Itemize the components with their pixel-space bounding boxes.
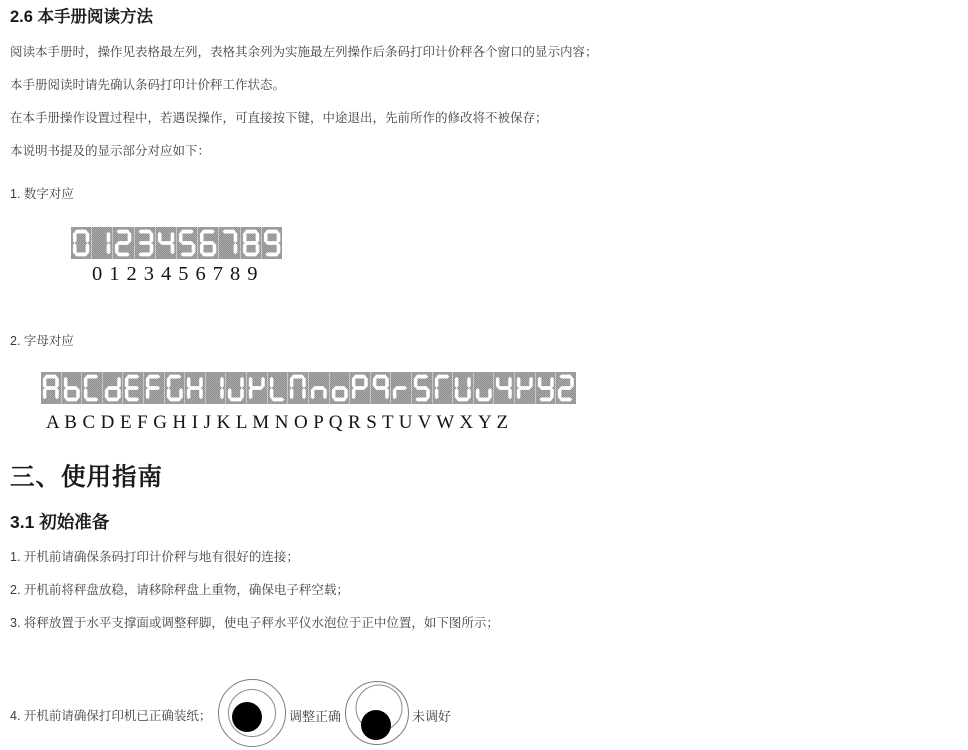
section-2-6-title: 2.6 本手册阅读方法 [10,8,154,26]
segment-char-U [453,372,474,404]
segment-char-M [288,372,309,404]
seven-segment-digits-display [71,227,282,259]
section-3-1-title: 3.1 初始准备 [10,512,110,532]
segment-char-O [330,372,351,404]
step-item: 3. 将秤放置于水平支撑面或调整秤脚，使电子秤水平仪水泡位于正中位置，如下图所示； [10,616,499,630]
segment-char-T [433,372,454,404]
segment-char-W [494,372,515,404]
segment-char-6 [198,227,219,259]
paragraph: 本手册阅读时请先确认条码打印计价秤工作状态。 [10,78,286,92]
paragraph: 阅读本手册时，操作见表格最左列，表格其余列为实施最左列操作后条码打印计价秤各个窗口的显示内容； [10,45,598,59]
section-3-title: 三、使用指南 [10,464,163,491]
level-bubble-offset [361,710,391,740]
segment-char-P [350,372,371,404]
step-item: 4. 开机前请确保打印机已正确装纸； [10,709,212,723]
level-indicator-incorrect-image [344,680,410,746]
segment-char-X [515,372,536,404]
letters-correspondence-label: 2. 字母对应 [10,334,74,348]
segment-char-C [82,372,103,404]
segment-char-3 [135,227,156,259]
segment-char-1 [92,227,113,259]
segment-char-5 [177,227,198,259]
segment-char-7 [219,227,240,259]
digits-serif-row: 0123456789 [92,263,265,285]
level-indicator-incorrect-label: 未调好 [412,709,452,724]
segment-char-E [123,372,144,404]
level-indicator-correct-image [217,678,287,748]
segment-char-2 [113,227,134,259]
segment-char-H [185,372,206,404]
step-item: 1. 开机前请确保条码打印计价秤与地有很好的连接； [10,550,299,564]
segment-char-A [41,372,62,404]
segment-char-B [62,372,83,404]
segment-char-Q [371,372,392,404]
segment-char-K [247,372,268,404]
segment-char-N [309,372,330,404]
segment-char-R [391,372,412,404]
paragraph: 在本手册操作设置过程中，若遇误操作，可直接按下键，中途退出，先前所作的修改将不被保存； [10,111,548,125]
segment-char-D [103,372,124,404]
digits-correspondence-label: 1. 数字对应 [10,187,74,201]
segment-char-Z [556,372,576,404]
segment-char-4 [156,227,177,259]
segment-char-G [165,372,186,404]
level-indicator-correct-label: 调整正确 [289,709,342,724]
segment-char-8 [241,227,262,259]
segment-char-Y [536,372,557,404]
paragraph: 本说明书提及的显示部分对应如下： [10,144,211,158]
segment-char-I [206,372,227,404]
segment-char-J [226,372,247,404]
segment-char-0 [71,227,92,259]
letters-serif-row: A B C D E F G H I J K L M N O P Q R S T U V W X Y Z [46,412,509,433]
level-bubble-centered [232,702,262,732]
segment-char-F [144,372,165,404]
segment-char-V [474,372,495,404]
segment-char-S [412,372,433,404]
step-item: 2. 开机前将秤盘放稳，请移除秤盘上重物，确保电子秤空载； [10,583,349,597]
segment-char-L [268,372,289,404]
seven-segment-letters-display [41,372,576,404]
segment-char-9 [262,227,282,259]
